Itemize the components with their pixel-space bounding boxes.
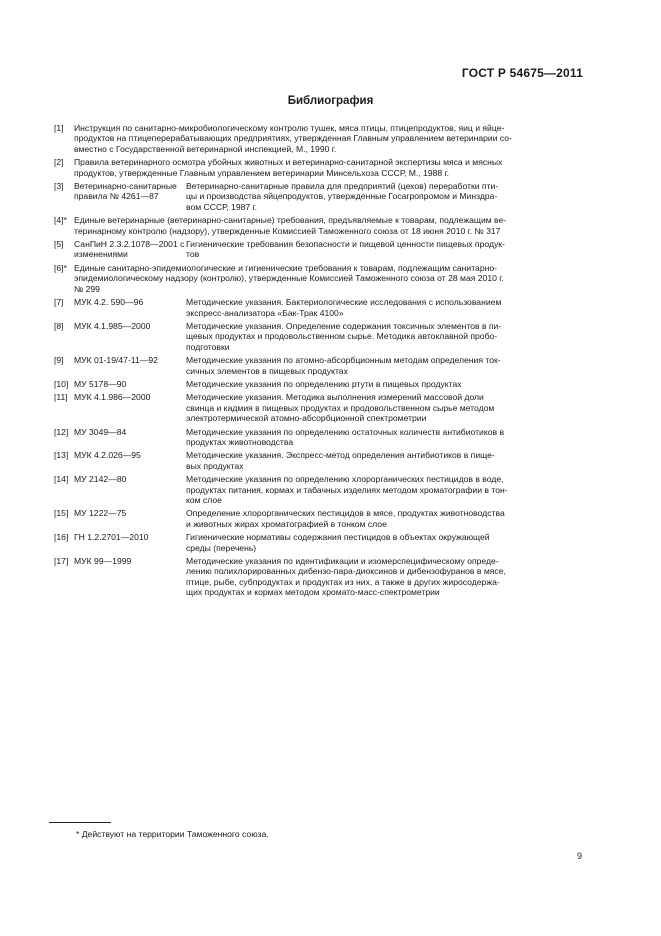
entry-line: цы и производства яйцепродуктов, утвержденные Госагропромом и Минздра-	[186, 191, 498, 202]
entry-number: [4]*	[54, 215, 67, 226]
entry-number: [12]	[54, 426, 69, 437]
entry-number: [7]	[54, 297, 64, 308]
entry-line: Определение хлорорганических пестицидов в мясе, продуктах животноводства	[186, 508, 505, 519]
entry-line: экспресс-анализатора «Бак-Трак 4100»	[186, 307, 344, 318]
entry-line: Методические указания по определению ртути в пищевых продуктах	[186, 378, 462, 389]
entry-number: [14]	[54, 474, 69, 485]
entry-description	[186, 450, 576, 471]
entry-document-code: СанПиН 2.3.2.1078—2001 с изменениями	[74, 239, 185, 260]
entry-line: Методические указания. Методика выполнения измерений массовой доли	[186, 392, 484, 403]
footnote-divider	[49, 822, 111, 823]
entry-line: лению полихлорированных дибензо-пара-диоксинов и дибензофуранов в мясе,	[186, 566, 506, 577]
entry-number: [2]	[54, 157, 64, 168]
entry-line: вом СССР, 1987 г.	[186, 201, 258, 212]
entry-document-code: МУ 5178—90	[74, 378, 127, 389]
entry-line: тов	[186, 249, 200, 260]
entry-description	[186, 181, 576, 212]
entry-description	[186, 239, 576, 260]
bibliography-entry	[54, 532, 576, 553]
entry-description	[186, 392, 576, 423]
bibliography-entry	[54, 427, 576, 448]
entry-line: Методические указания. Бактериологические исследования с использованием	[186, 297, 502, 308]
entry-document-code: МУ 2142—80	[74, 474, 127, 485]
entry-line: щевых продуктах и продовольственном сырье. Методика автоклавной пробо-	[186, 331, 498, 342]
entry-number: [17]	[54, 556, 69, 567]
entry-document-code: МУК 4.1.986—2000	[74, 392, 151, 403]
entry-line: птице, рыбе, субпродуктах и продуктах из них, а также в других жиросодержа-	[186, 576, 500, 587]
section-title: Библиография	[287, 95, 374, 107]
bibliography-entry	[54, 474, 576, 505]
entry-description	[186, 379, 576, 389]
entry-number: [3]	[54, 181, 64, 192]
entry-number: [1]	[54, 123, 64, 133]
entry-line: Инструкция по санитарно-микробиологическому контролю тушек, мяса птицы, птицепродуктов, яиц и яйце-	[74, 123, 505, 133]
bibliography-entry	[54, 181, 576, 212]
entry-description	[74, 215, 576, 236]
bibliography-entry	[54, 321, 576, 352]
bibliography-entry	[54, 123, 576, 154]
entry-document-code: ГН 1.2.2701—2010	[74, 532, 149, 543]
bibliography-entry	[54, 556, 576, 598]
entry-number: [10]	[54, 378, 69, 389]
bibliography-list	[54, 123, 576, 601]
entry-number: [16]	[54, 532, 69, 543]
entry-description	[186, 427, 576, 448]
entry-line: подготовки	[186, 341, 230, 352]
entry-description	[74, 123, 576, 154]
entry-line: продуктах питания, кормах и табачных изделиях методом хроматографии в тон-	[186, 484, 508, 495]
entry-line: свинца и кадмия в пищевых продуктах и продовольственном сырье методом	[186, 402, 495, 413]
entry-line: Методические указания по определению хлорорганических пестицидов в воде,	[186, 474, 504, 485]
entry-description	[186, 508, 576, 529]
entry-line: и животных жирах хроматографией в тонком слое	[186, 518, 387, 529]
entry-line: Правила ветеринарного осмотра убойных животных и ветеринарно-санитарной экспертизы мяса и мясных	[74, 157, 503, 168]
entry-line: Методические указания по идентификации и изомерспецифическому опреде-	[186, 556, 499, 567]
bibliography-entry	[54, 392, 576, 423]
entry-description	[186, 532, 576, 553]
entry-document-code: МУК 4.2.026—95	[74, 450, 141, 461]
entry-document-code: Ветеринарно-санитарные правила № 4261—87	[74, 181, 177, 202]
entry-document-code: МУК 4.1.985—2000	[74, 320, 151, 331]
entry-line: Методические указания по атомно-абсорбционным методам определения ток-	[186, 355, 501, 366]
entry-line: продуктов на птицеперерабатывающих предприятиях, утвержденная Главным управлением ветеринарии со-	[74, 133, 512, 144]
entry-line: Гигиенические нормативы содержания пестицидов в объектах окружающей	[186, 532, 490, 543]
entry-document-code: МУК 99—1999	[74, 556, 132, 567]
entry-line: № 299	[74, 283, 100, 294]
entry-description	[186, 556, 576, 598]
entry-description	[186, 321, 576, 352]
entry-line: вых продуктах	[186, 460, 244, 471]
entry-line: теринарному контролю (надзору), утвержденные Комиссией Таможенного союза от 18 июня 2010 г. № 317	[74, 225, 501, 236]
bibliography-entry	[54, 355, 576, 376]
entry-line: щих продуктах и кормах методом хромато-масс-спектрометрии	[186, 587, 440, 598]
bibliography-entry	[54, 215, 576, 236]
entry-document-code: МУК 4.2. 590—96	[74, 297, 144, 308]
entry-number: [9]	[54, 355, 64, 366]
entry-description	[74, 157, 576, 178]
entry-line: Методические указания. Экспресс-метод определения антибиотиков в пище-	[186, 450, 495, 461]
entry-description	[74, 263, 576, 294]
document-code: ГОСТ Р 54675—2011	[461, 66, 583, 80]
bibliography-entry	[54, 239, 576, 260]
entry-number: [8]	[54, 320, 64, 331]
bibliography-entry	[54, 379, 576, 389]
footnote: * Действуют на территории Таможенного союза.	[76, 829, 269, 839]
entry-line: Гигиенические требования безопасности и пищевой ценности пищевых продук-	[186, 239, 505, 250]
entry-line: Методические указания. Определение содержания токсичных элементов в пи-	[186, 320, 502, 331]
entry-line: продуктах животноводства	[186, 436, 294, 447]
bibliography-entry	[54, 508, 576, 529]
entry-document-code: МУК 01-19/47-11—92	[74, 355, 158, 366]
entry-line: эпидемиологическому надзору (контролю), утвержденные Комиссией Таможенного союза от 28 мая 2010 г.	[74, 273, 504, 284]
bibliography-entry	[54, 157, 576, 178]
entry-number: [13]	[54, 450, 69, 461]
page-number: 9	[577, 851, 583, 861]
bibliography-entry	[54, 297, 576, 318]
entry-line: сичных элементов в пищевых продуктах	[186, 365, 348, 376]
entry-number: [15]	[54, 508, 69, 519]
entry-number: [5]	[54, 239, 64, 250]
bibliography-entry	[54, 450, 576, 471]
entry-description	[186, 474, 576, 505]
entry-line: Единые ветеринарные (ветеринарно-санитарные) требования, предъявляемые к товарам, подлежащим ве-	[74, 215, 507, 226]
entry-description	[186, 355, 576, 376]
entry-line: среды (перечень)	[186, 542, 257, 553]
entry-number: [6]*	[54, 262, 67, 273]
entry-line: Единые санитарно-эпидемиологические и гигиенические требования к товарам, подлежащим санитарно-	[74, 262, 497, 273]
entry-line: ком слое	[186, 495, 222, 505]
entry-line: вместно с Государственной ветеринарной инспекцией, М., 1990 г.	[74, 143, 337, 154]
entry-line: Ветеринарно-санитарные правила для предприятий (цехов) переработки пти-	[186, 181, 499, 192]
entry-number: [11]	[54, 392, 68, 403]
entry-document-code: МУ 1222—75	[74, 508, 127, 519]
bibliography-entry	[54, 263, 576, 294]
entry-line: Методические указания по определению остаточных количеств антибиотиков в	[186, 426, 505, 437]
entry-description	[186, 297, 576, 318]
entry-document-code: МУ 3049—84	[74, 426, 127, 437]
entry-line: электротермической атомно-абсорбционной спектрометрии	[186, 413, 427, 424]
entry-line: продуктов, утвержденные Главным управлением ветеринарии Минсельхоза СССР, М., 1988 г.	[74, 167, 450, 178]
